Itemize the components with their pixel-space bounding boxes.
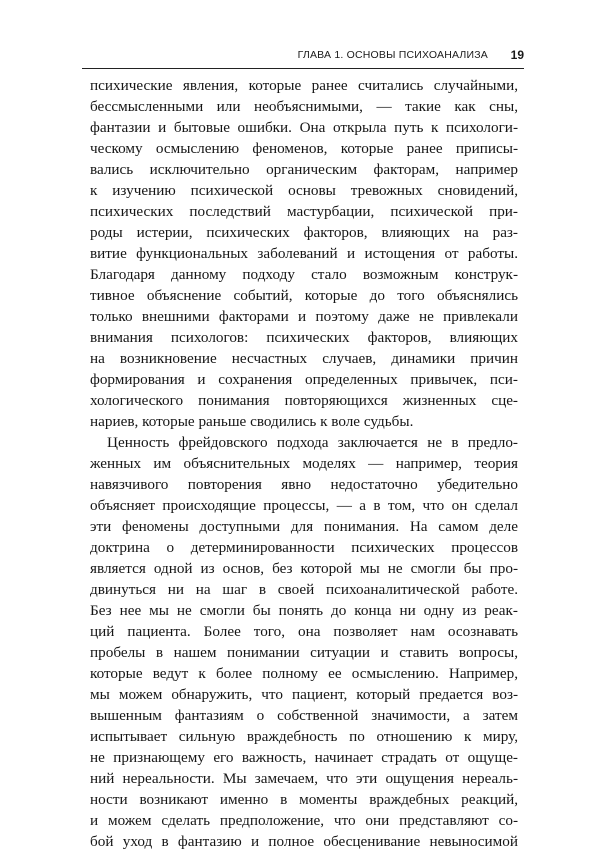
text-line: витие функциональных заболеваний и истощения от работы. (90, 245, 518, 262)
text-line: Без нее мы не смогли бы понять до конца ни одну из реак- (90, 602, 518, 619)
running-head: ГЛАВА 1. ОСНОВЫ ПСИХОАНАЛИЗА (297, 49, 488, 61)
text-line: нариев, которые раньше сводились к воле судьбы. (90, 413, 414, 430)
text-line: внимания психологов: психических факторов, влияющих (90, 329, 518, 346)
text-line: формирования и сохранения определенных привычек, пси- (90, 371, 518, 388)
text-line: объясняет происходящие процессы, — а в том, что он сделал (90, 497, 518, 514)
text-line: Ценность фрейдовского подхода заключается не в предло- (107, 434, 518, 451)
text-line: ний нереальности. Мы замечаем, что эти ощущения нереаль- (90, 770, 518, 787)
text-line: бой уход в фантазию и полное обесценивание невыносимой (90, 833, 518, 850)
text-line: хологического понимания повторяющихся жизненных сце- (90, 392, 518, 409)
text-line: только внешними факторами и поэтому даже не привлекали (90, 308, 518, 325)
text-line: ности возникают именно в моменты враждебных реакций, (90, 791, 518, 808)
text-line: вышенным фантазиям о собственной значимости, а затем (90, 707, 518, 724)
page-number: 19 (510, 48, 524, 62)
text-line: психические явления, которые ранее считались случайными, (90, 77, 518, 94)
text-line: пробелы в нашем понимании ситуации и ставить вопросы, (90, 644, 518, 661)
text-line: вались исключительно органическим факторам, например (90, 161, 518, 178)
text-line: не признающему его важность, начинает страдать от ощуще- (90, 749, 518, 766)
text-line: ческому осмыслению феноменов, которые ранее приписы- (90, 140, 518, 157)
text-line: доктрина о детерминированности психических процессов (90, 539, 518, 556)
text-line: ций пациента. Более того, она позволяет нам осознавать (90, 623, 518, 640)
text-line: фантазии и бытовые ошибки. Она открыла путь к психологи- (90, 119, 518, 136)
text-line: и можем сделать предположение, что они представляют со- (90, 812, 518, 829)
text-line: испытывает сильную враждебность по отношению к миру, (90, 728, 518, 745)
text-line: психических последствий мастурбации, психической при- (90, 203, 518, 220)
text-line: мы можем обнаружить, что пациент, который предается воз- (90, 686, 518, 703)
text-line: бессмысленными или необъяснимыми, — такие как сны, (90, 98, 518, 115)
text-line: на возникновение несчастных случаев, динамики причин (90, 350, 518, 367)
text-line: женных им объяснительных моделях — например, теория (90, 455, 518, 472)
body-text (90, 75, 518, 852)
text-line: которые ведут к более полному ее осмыслению. Например, (90, 665, 518, 682)
text-line: эти феномены доступными для понимания. На самом деле (90, 518, 518, 535)
text-line: двинуться ни на шаг в своей психоаналитической работе. (90, 581, 518, 598)
text-line: является одной из основ, без которой мы не смогли бы про- (90, 560, 518, 577)
text-line: тивное объяснение событий, которые до того объяснялись (90, 287, 518, 304)
page-header (82, 48, 524, 69)
text-line: к изучению психической основы тревожных сновидений, (90, 182, 518, 199)
text-line: Благодаря данному подходу стало возможным конструк- (90, 266, 518, 283)
text-line: роды истерии, психических факторов, влияющих на раз- (90, 224, 518, 241)
text-line: навязчивого повторения явно недостаточно убедительно (90, 476, 518, 493)
